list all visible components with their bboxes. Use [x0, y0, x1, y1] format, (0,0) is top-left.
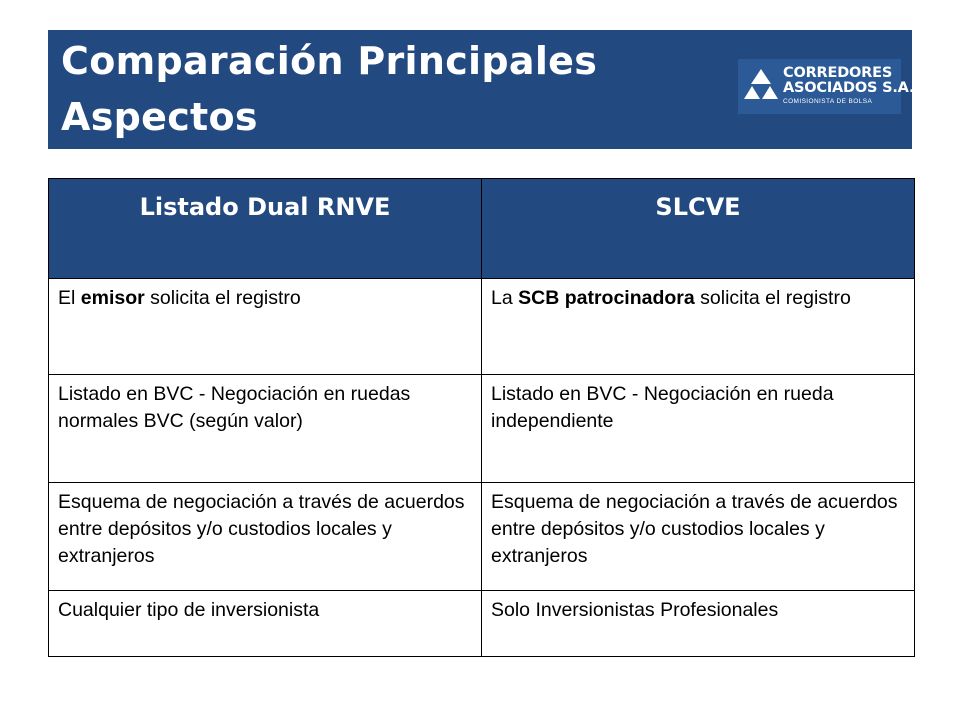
cell-text: solicita el registro [694, 287, 851, 309]
cell-text-bold: emisor [80, 287, 145, 309]
table-row [49, 279, 915, 375]
title-banner [48, 30, 915, 149]
table-cell-rnve [49, 279, 482, 375]
table-cell-slcve: Esquema de negociación a través de acuerdos entre depósitos y/o custodios locales y extranjeros [482, 483, 915, 591]
cell-text: El [58, 287, 81, 309]
column-header-slcve: SLCVE [482, 179, 915, 279]
logo-name-line2: ASOCIADOS S.A. [783, 80, 915, 96]
cell-text: solicita el registro [144, 287, 301, 309]
comparison-table [48, 178, 915, 657]
logo-subtitle: COMISIONISTA DE BOLSA [783, 98, 873, 105]
triangles-logo-icon [744, 68, 778, 102]
table-row [49, 591, 915, 657]
page-title: Comparación Principales Aspectos [61, 39, 598, 139]
table-cell-rnve: Cualquier tipo de inversionista [49, 591, 482, 657]
table-row [49, 483, 915, 591]
table-header-row [49, 179, 915, 279]
logo-name-line1: CORREDORES [783, 65, 893, 81]
table-row [49, 375, 915, 483]
table-cell-slcve: Solo Inversionistas Profesionales [482, 591, 915, 657]
table-cell-slcve: Listado en BVC - Negociación en rueda independiente [482, 375, 915, 483]
column-header-rnve: Listado Dual RNVE [49, 179, 482, 279]
cell-text-bold: SCB patrocinadora [518, 287, 695, 309]
table-cell-rnve: Esquema de negociación a través de acuerdos entre depósitos y/o custodios locales y extranjeros [49, 483, 482, 591]
table-cell-rnve: Listado en BVC - Negociación en ruedas normales BVC (según valor) [49, 375, 482, 483]
table-cell-slcve [482, 279, 915, 375]
company-logo [738, 59, 915, 114]
cell-text: La [491, 287, 519, 309]
